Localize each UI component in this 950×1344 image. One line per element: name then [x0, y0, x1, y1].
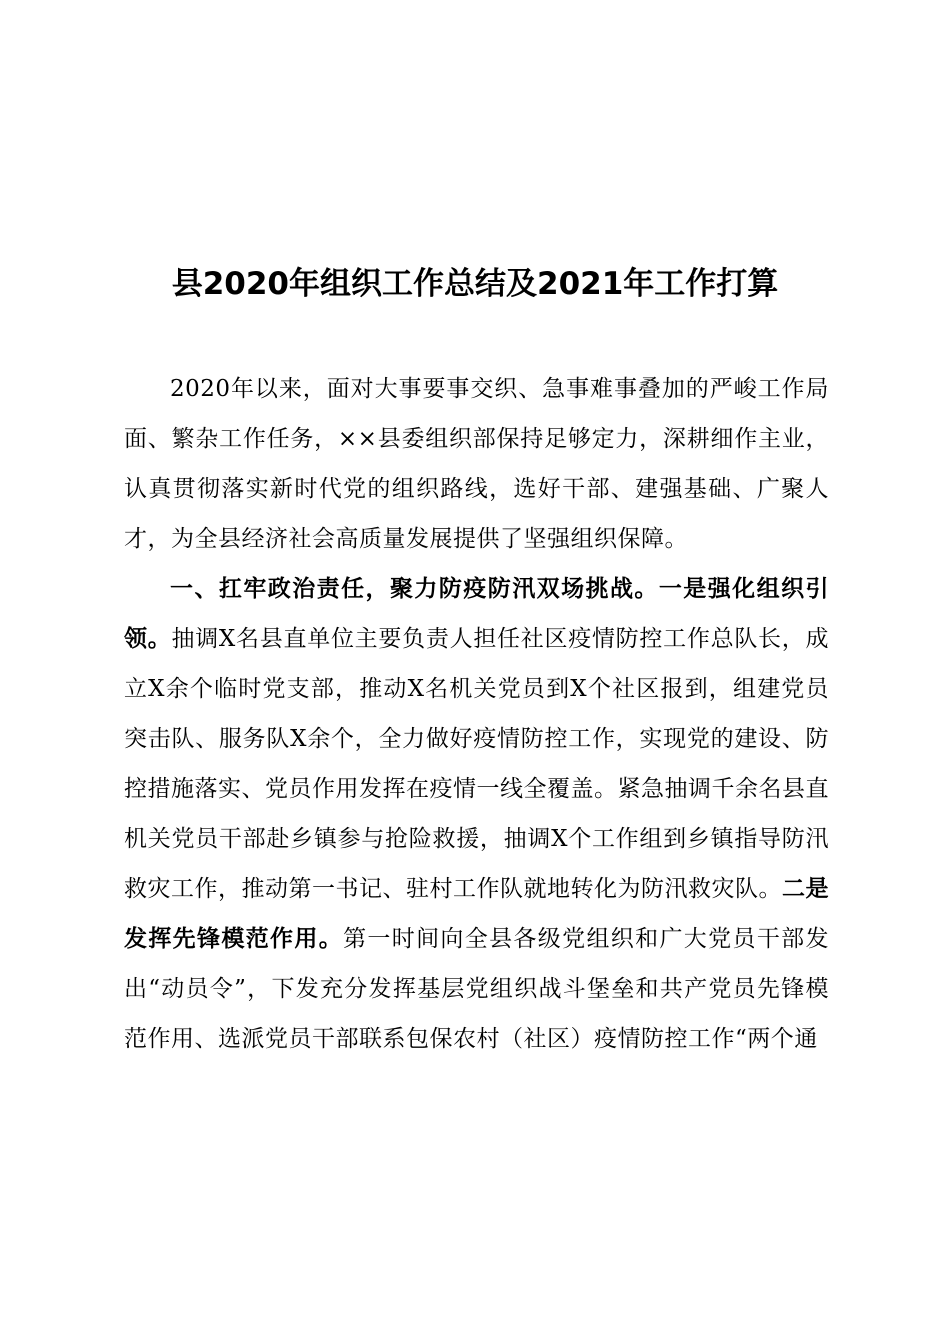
- section-one-subheading-1: 一是强化组织引领。: [124, 576, 830, 652]
- document-title: 县2020年组织工作总结及2021年工作打算: [171, 266, 779, 302]
- section-one-paragraph: [124, 564, 829, 1064]
- section-one-text-2: 第一时间向全县各级党组织和广大党员干部发出“动员令”，下发充分发挥基层党组织战斗堡垒和共产党员先锋模范作用、选派党员干部联系包保农村（社区）疫情防控工作“两个通: [124, 926, 830, 1052]
- intro-paragraph: [124, 364, 829, 564]
- section-one-subheading-2: 二是发挥先锋模范作用。: [124, 876, 829, 952]
- section-one-text-1: 抽调X名县直单位主要负责人担任社区疫情防控工作总队长，成立X余个临时党支部，推动X名机关党员到X个社区报到，组建党员突击队、服务队X余个，全力做好疫情防控工作，实现党的建设、防控措施落实、党员作用发挥在疫情一线全覆盖。紧急抽调千余名县直机关党员干部赴乡镇参与抢险救援，抽调X个工作组到乡镇指导防汛救灾工作，推动第一书记、驻村工作队就地转化为防汛救灾队。: [124, 626, 830, 902]
- document-body: [124, 364, 829, 1064]
- section-one-heading: 一、扛牢政治责任，聚力防疫防汛双场挑战。: [170, 576, 659, 602]
- intro-text: 2020年以来，面对大事要事交织、急事难事叠加的严峻工作局面、繁杂工作任务，××县委组织部保持足够定力，深耕细作主业，认真贯彻落实新时代党的组织路线，选好干部、建强基础、广聚人才，为全县经济社会高质量发展提供了坚强组织保障。: [124, 376, 829, 552]
